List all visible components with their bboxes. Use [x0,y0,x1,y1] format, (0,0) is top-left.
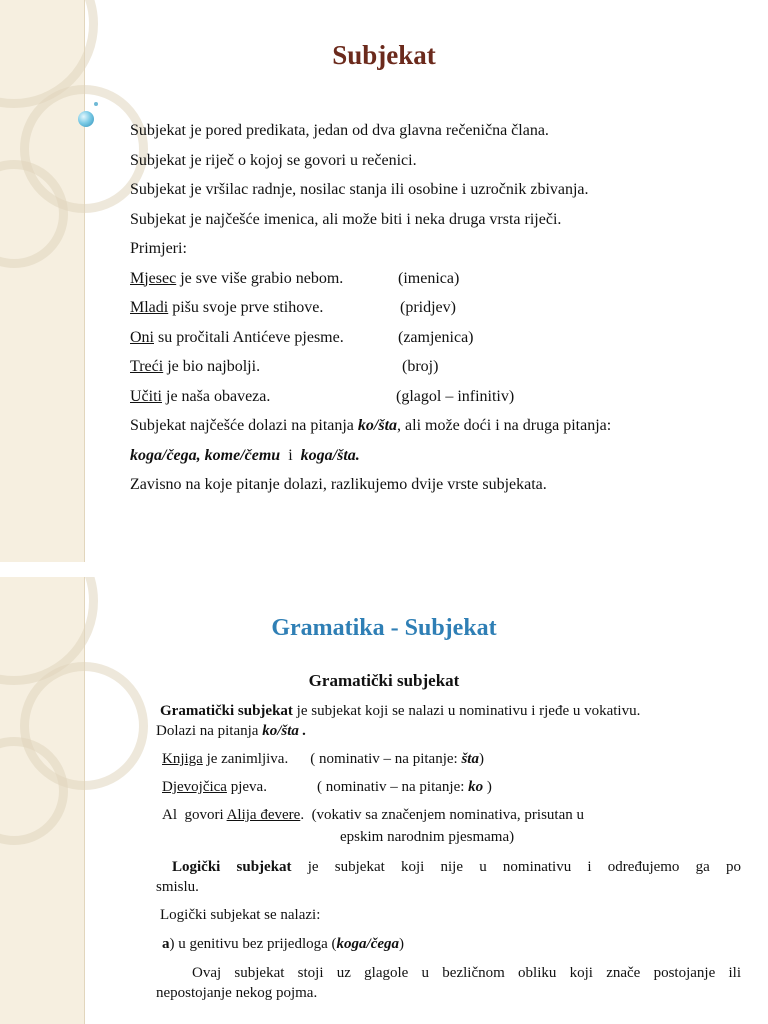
small-dot-icon [94,102,98,106]
case-text: ) [399,936,405,952]
example-subject: Alija đevere [226,807,301,823]
slide-title: Subjekat [332,40,436,70]
example-note: ) [483,779,492,795]
example-subject: Učiti [130,387,162,405]
slide-2 [0,577,768,1024]
example-note: ) [478,751,484,767]
example-sentence: Al govori [162,807,227,823]
example-type: (zamjenica) [398,328,474,346]
question-text: , ali može doći i na druga pitanja: [397,417,612,434]
term: Logički subjekat [172,859,292,875]
question-line [130,415,750,445]
example-note: ( nominativ – na pitanje: [310,751,462,767]
question-keyword: koga/čega [336,936,400,952]
question-keyword: šta [461,751,479,767]
body-line: Primjeri: [130,240,187,257]
definition-line [156,701,741,721]
example-sentence: je zanimljiva. [202,751,289,767]
body-line: Subjekat je pored predikata, jedan od dva glavna rečenična člana. [130,122,549,139]
example-sentence: pjeva. [226,779,267,795]
example-line [130,356,750,386]
definition-line [156,721,741,741]
case-line [156,934,741,954]
case-description: nepostojanje nekog pojma. [156,985,318,1001]
questions-list-line [130,445,750,475]
question-keyword: ko/šta . [262,723,307,739]
term: Gramatički subjekat [160,703,293,719]
conjunction: i [280,446,301,464]
definition-line [156,857,741,877]
orb-bullet-icon [78,111,94,127]
definition-line: smislu. [156,879,199,895]
question-text: Subjekat najčešće dolazi na pitanja [130,417,358,434]
example-subject: Djevojčica [162,779,227,795]
example-note: . (vokativ sa značenjem nominativa, prisutan u [300,807,584,823]
example-type: (pridjev) [400,299,456,316]
definition-text: je subjekat koji se nalazi u nominativu i rjeđe u vokativu. [292,703,641,719]
question-keyword: koga/šta. [300,446,360,464]
body-line: Logički subjekat se nalazi: [160,907,321,923]
definition-text: je subjekat koji nije u nominativu i određujemo ga po [291,859,741,875]
example-sentence: pišu svoje prve stihove. [168,299,324,316]
question-keyword: koga/čega, kome/čemu [130,446,281,464]
slide-title: Gramatika - Subjekat [271,615,497,641]
closing-line: Zavisno na koje pitanje dolazi, razlikujemo dvije vrste subjekata. [130,476,547,493]
question-keyword: ko [468,779,484,795]
example-line [156,805,741,825]
case-letter: a [162,936,170,952]
example-line [130,297,750,327]
example-note-line: epskim narodnim pjesmama) [340,829,515,845]
case-description: Ovaj subjekat stoji uz glagole u bezličnom obliku koji znače postojanje ili [192,965,741,981]
example-subject: Mladi [130,299,169,316]
slide-body [156,701,741,1003]
example-subject: Mjesec [130,269,177,287]
section-heading: Gramatički subjekat [308,671,460,690]
example-type: (glagol – infinitiv) [396,387,515,405]
case-text: ) u genitivu bez prijedloga ( [169,936,337,952]
example-note: ( nominativ – na pitanje: [316,779,469,795]
slide-gap [0,562,768,577]
slide-body [130,120,750,504]
body-line: Subjekat je najčešće imenica, ali može biti i neka druga vrsta riječi. [130,210,562,228]
example-line [156,777,741,797]
example-sentence: je sve više grabio nebom. [176,269,344,287]
example-line [130,268,750,298]
definition-text: Dolazi na pitanja [156,723,263,739]
body-line: Subjekat je riječ o kojoj se govori u rečenici. [130,151,417,169]
example-subject: Treći [130,358,164,375]
example-subject: Oni [130,328,154,346]
example-line [130,327,750,357]
question-keyword: ko/šta [357,417,398,434]
example-type: (broj) [402,358,439,375]
example-line [156,749,741,769]
example-line [130,386,750,416]
example-sentence: je bio najbolji. [163,358,261,375]
example-sentence: je naša obaveza. [162,387,271,405]
example-type: (imenica) [398,269,460,287]
body-line: Subjekat je vršilac radnje, nosilac stanja ili osobine i uzročnik zbivanja. [130,181,589,198]
example-subject: Knjiga [162,751,203,767]
example-sentence: su pročitali Antićeve pjesme. [154,328,344,346]
